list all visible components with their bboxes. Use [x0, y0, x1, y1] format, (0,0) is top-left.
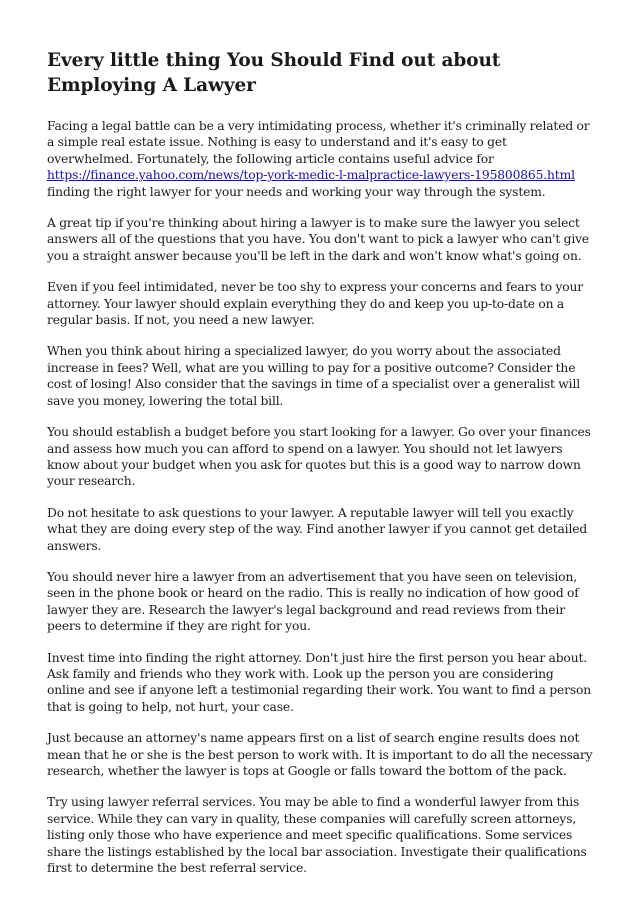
- intro-paragraph: [47, 118, 594, 200]
- paragraph-advertisement: You should never hire a lawyer from an advertisement that you have seen on television, seen in the phone book or heard on the radio. This is really no indication of how good of lawyer they are. Research the lawyer's legal background and read reviews from their peers to determine if they are right for you.: [47, 569, 579, 634]
- paragraph-specialized-lawyer: When you think about hiring a specialized lawyer, do you worry about the associated increase in fees? Well, what are you willing to pay for a positive outcome? Consider the cost of losing! Also consider that the savings in time of a specialist over a generalist will save you money, lowering the total bill.: [47, 344, 581, 408]
- paragraph-ask-questions: Do not hesitate to ask questions to your lawyer. A reputable lawyer will tell you exactly what they are doing every step of the way. Find another lawyer if you cannot get detailed answers.: [47, 505, 588, 553]
- document-title: Every little thing You Should Find out about Employing A Lawyer: [47, 50, 501, 96]
- paragraph-search-results: Just because an attorney's name appears first on a list of search engine results does not mean that he or she is the best person to work with. It is important to do all the necessary research, whether the lawyer is tops at Google or falls toward the bottom of the pack.: [47, 731, 593, 778]
- paragraph-invest-time: Invest time into finding the right attorney. Don't just hire the first person you hear about. Ask family and friends who they work with. Look up the person you are considering online and see if anyone left a testimonial regarding their work. You want to find a person that is going to help, not hurt, your case.: [47, 650, 592, 714]
- intro-text-before-link: Facing a legal battle can be a very intimidating process, whether it's criminally related or a simple real estate issue. Nothing is easy to understand and it's easy to get overwhelmed. Fortunately, the following article contains useful advice for: [47, 119, 590, 166]
- paragraph-hiring-answers: A great tip if you're thinking about hiring a lawyer is to make sure the lawyer you select answers all of the questions that you have. You don't want to pick a lawyer who can't give you a straight answer because you'll be left in the dark and won't know what's going on.: [47, 216, 590, 263]
- paragraph-budget: You should establish a budget before you start looking for a lawyer. Go over your finances and assess how much you can afford to spend on a lawyer. You should not let lawyers know about your budget when you ask for quotes but this is a good way to narrow down your research.: [47, 425, 591, 489]
- intro-text-after-link: finding the right lawyer for your needs and working your way through the system.: [47, 184, 546, 199]
- article-link[interactable]: https://finance.yahoo.com/news/top-york-medic-l-malpractice-lawyers-195800865.html: [47, 168, 575, 183]
- paragraph-express-concerns: Even if you feel intimidated, never be too shy to express your concerns and fears to your attorney. Your lawyer should explain everything they do and keep you up-to-date on a regular basis. If not, you need a new lawyer.: [47, 280, 584, 328]
- paragraph-referral-services: Try using lawyer referral services. You may be able to find a wonderful lawyer from this service. While they can vary in quality, these companies will carefully screen attorneys, listing only those who have experience and meet specific qualifications. Some services share the listings established by the local bar association. Investigate their qualifications first to determine the best referral service.: [47, 795, 587, 876]
